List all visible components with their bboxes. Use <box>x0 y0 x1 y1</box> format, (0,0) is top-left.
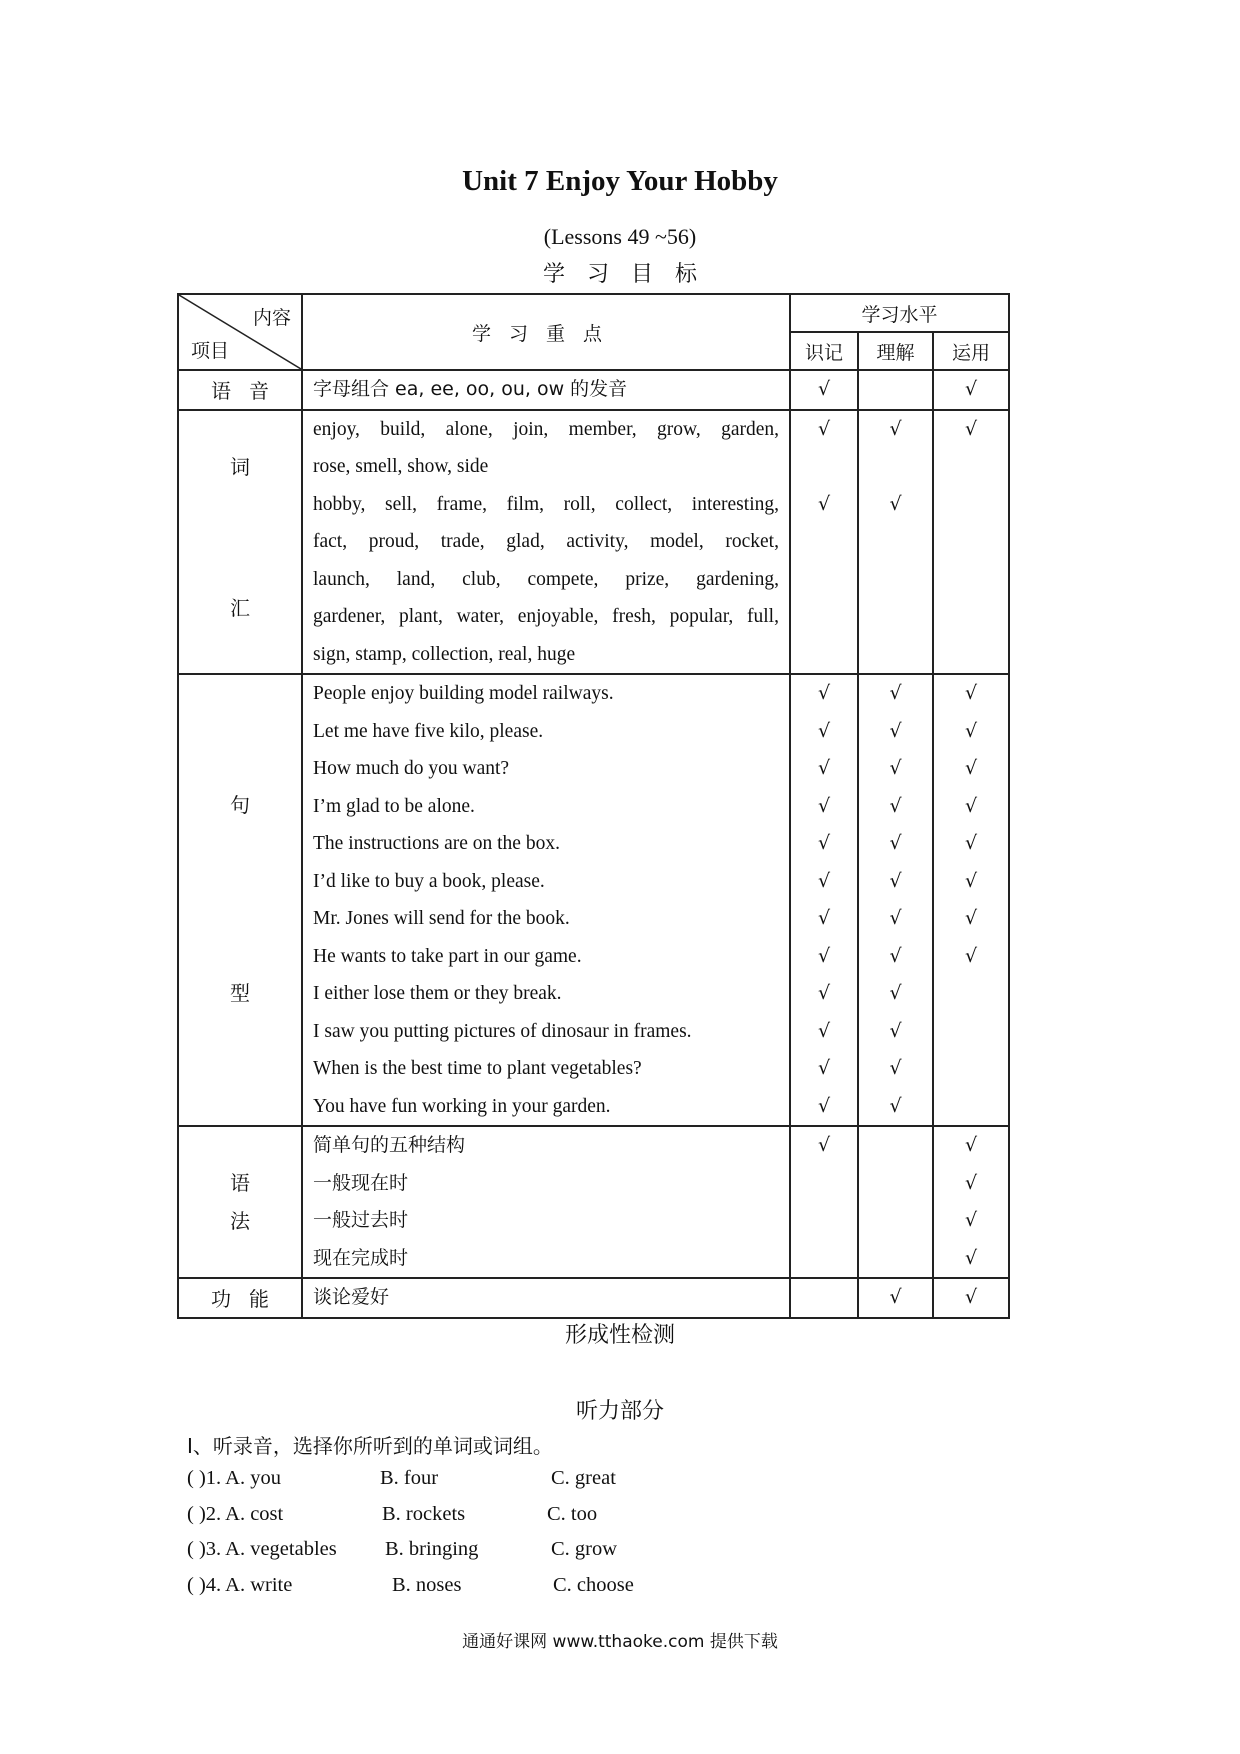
sentences-row <box>178 674 1009 1126</box>
question-1 <box>187 1467 887 1497</box>
option-b: B. bringing <box>385 1538 479 1560</box>
check-mark: √ <box>889 757 902 779</box>
check-mark: √ <box>817 944 831 967</box>
level-memorize: 识记 <box>790 332 858 370</box>
check-mark: √ <box>889 944 902 967</box>
check-mark <box>934 1088 1008 1126</box>
function-row <box>178 1278 1009 1318</box>
sentences-focus <box>302 674 790 1126</box>
check-mark: √ <box>964 719 978 742</box>
vocab-line: rose, smell, show, side <box>313 456 489 477</box>
check-cell <box>858 674 933 1126</box>
sentences-line: How much do you want? <box>313 758 510 779</box>
check-mark: √ <box>889 1094 902 1117</box>
check-mark: √ <box>889 907 902 929</box>
option-b: B. noses <box>392 1574 462 1596</box>
focus-header: 学习重点 <box>302 294 790 370</box>
check-cell: √ √ <box>858 410 933 675</box>
check-cell <box>933 1126 1009 1278</box>
vocab-line: fact, proud, trade, glad, activity, model, rocket, <box>313 531 779 552</box>
sentences-line: I’d like to buy a book, please. <box>313 870 545 892</box>
sentences-line: I either lose them or they break. <box>313 983 562 1004</box>
check-cell: √ <box>933 370 1009 410</box>
question-stem: ( )4. A. write <box>187 1574 293 1596</box>
vocab-line: launch, land, club, compete, prize, gardening, <box>313 568 779 590</box>
check-cell <box>933 674 1009 1126</box>
vocab-line: hobby, sell, frame, film, roll, collect, interesting, <box>313 493 779 515</box>
category-grammar <box>178 1126 302 1278</box>
sentences-line: The instructions are on the box. <box>313 833 560 854</box>
check-mark <box>934 1013 1008 1051</box>
vocabulary-char-2: 汇 <box>230 595 250 620</box>
category-sentences <box>178 674 302 1126</box>
check-mark: √ <box>964 1209 978 1231</box>
grammar-line: 简单句的五种结构 <box>313 1134 466 1156</box>
check-mark: √ <box>817 794 831 817</box>
sentences-line: Let me have five kilo, please. <box>313 720 544 742</box>
check-mark: √ <box>817 1094 831 1117</box>
sentences-line: I saw you putting pictures of dinosaur in frames. <box>313 1020 692 1042</box>
sentences-char-1: 句 <box>230 793 250 817</box>
header-diagonal-cell <box>178 294 302 370</box>
unit-title: Unit 7 Enjoy Your Hobby <box>462 165 778 197</box>
question-2 <box>187 1503 887 1533</box>
check-mark <box>791 1165 857 1203</box>
check-mark: √ <box>889 794 902 817</box>
check-cell: √ <box>933 410 1009 675</box>
check-cell <box>858 1126 933 1278</box>
option-b: B. rockets <box>382 1503 466 1525</box>
formative-heading: 形成性检测 <box>564 1323 675 1348</box>
vocabulary-row <box>178 410 1009 675</box>
grammar-row <box>178 1126 1009 1278</box>
sentences-line: He wants to take part in our game. <box>313 945 582 967</box>
check-mark: √ <box>817 757 831 779</box>
check-mark <box>859 1165 932 1203</box>
check-mark: √ <box>964 832 978 854</box>
check-cell: √ √ <box>790 410 858 675</box>
grammar-line: 现在完成时 <box>313 1246 409 1269</box>
footer-credit: 通通好课网 www.tthaoke.com 提供下载 <box>462 1632 778 1652</box>
check-mark: √ <box>889 1057 902 1079</box>
vocab-line: gardener, plant, water, enjoyable, fresh, popular, full, <box>313 606 779 627</box>
level-apply: 运用 <box>933 332 1009 370</box>
question-stem: ( )1. A. you <box>187 1467 281 1489</box>
check-cell: √ <box>933 1278 1009 1318</box>
vocab-line: enjoy, build, alone, join, member, grow, garden, <box>313 418 779 440</box>
check-mark: √ <box>817 1134 831 1156</box>
check-mark: √ <box>964 869 978 892</box>
grammar-focus <box>302 1126 790 1278</box>
check-mark: √ <box>889 869 902 892</box>
option-b: B. four <box>380 1467 439 1489</box>
category-function: 功能 <box>178 1278 302 1318</box>
check-mark: √ <box>964 1246 978 1269</box>
check-mark: √ <box>817 1019 831 1042</box>
grammar-char-1: 语 <box>230 1171 250 1195</box>
sentences-line: You have fun working in your garden. <box>313 1095 611 1117</box>
listening-heading: 听力部分 <box>575 1399 664 1424</box>
check-mark: √ <box>817 982 831 1004</box>
listening-instruction: I、听录音，选择你所听到的单词或词组。 <box>187 1434 553 1458</box>
check-mark: √ <box>964 1171 978 1194</box>
lessons-subtitle: (Lessons 49 ~56) <box>543 224 697 249</box>
objectives-heading: 学习目标 <box>542 262 719 287</box>
sentences-line: People enjoy building model railways. <box>313 683 614 704</box>
pronunciation-focus: 字母组合 ea, ee, oo, ou, ow 的发音 <box>302 370 790 410</box>
sentences-line: Mr. Jones will send for the book. <box>313 908 570 929</box>
check-mark: √ <box>889 682 902 704</box>
check-mark: √ <box>817 869 831 892</box>
level-understand: 理解 <box>858 332 933 370</box>
sentences-line: When is the best time to plant vegetables? <box>313 1058 642 1079</box>
question-stem: ( )2. A. cost <box>187 1503 284 1525</box>
question-3 <box>187 1538 887 1568</box>
check-mark: √ <box>964 1134 978 1156</box>
check-mark <box>791 1240 857 1278</box>
item-label: 项目 <box>191 340 230 362</box>
option-c: C. grow <box>551 1538 618 1560</box>
grammar-line: 一般过去时 <box>313 1209 409 1231</box>
check-mark: √ <box>817 719 831 742</box>
grammar-line: 一般现在时 <box>313 1171 409 1194</box>
check-mark: √ <box>817 907 831 929</box>
vocab-line: sign, stamp, collection, real, huge <box>313 643 576 665</box>
check-mark <box>859 1202 932 1240</box>
check-mark: √ <box>817 1057 831 1079</box>
check-mark <box>791 1202 857 1240</box>
category-vocabulary <box>178 410 302 675</box>
vocabulary-char-1: 词 <box>230 454 250 479</box>
check-mark: √ <box>889 982 902 1004</box>
learning-goals-table <box>177 293 1010 1319</box>
check-mark: √ <box>964 682 978 704</box>
content-label: 内容 <box>252 307 291 329</box>
grammar-char-2: 法 <box>230 1209 250 1233</box>
check-mark: √ <box>964 757 978 779</box>
check-cell <box>790 1278 858 1318</box>
option-c: C. great <box>551 1467 616 1489</box>
check-mark: √ <box>964 944 978 967</box>
option-c: C. choose <box>553 1574 634 1596</box>
option-c: C. too <box>547 1503 598 1525</box>
check-mark: √ <box>889 719 902 742</box>
check-mark: √ <box>964 907 978 929</box>
check-cell: √ <box>790 370 858 410</box>
check-cell <box>858 370 933 410</box>
check-mark <box>934 975 1008 1013</box>
check-mark: √ <box>817 682 831 704</box>
pronunciation-row <box>178 370 1009 410</box>
check-mark <box>859 1127 932 1165</box>
vocabulary-focus <box>302 410 790 675</box>
check-mark <box>859 1240 932 1278</box>
check-mark: √ <box>964 794 978 817</box>
check-mark: √ <box>889 832 902 854</box>
sentences-char-2: 型 <box>230 981 250 1005</box>
level-header: 学习水平 <box>790 294 1009 332</box>
check-cell <box>790 674 858 1126</box>
check-cell <box>790 1126 858 1278</box>
check-mark: √ <box>889 1019 902 1042</box>
check-mark: √ <box>817 832 831 854</box>
check-cell: √ <box>858 1278 933 1318</box>
sentences-line: I’m glad to be alone. <box>313 795 475 817</box>
category-pronunciation: 语音 <box>178 370 302 410</box>
question-4 <box>187 1574 887 1604</box>
function-focus: 谈论爱好 <box>302 1278 790 1318</box>
question-stem: ( )3. A. vegetables <box>187 1538 337 1560</box>
check-mark <box>934 1050 1008 1088</box>
